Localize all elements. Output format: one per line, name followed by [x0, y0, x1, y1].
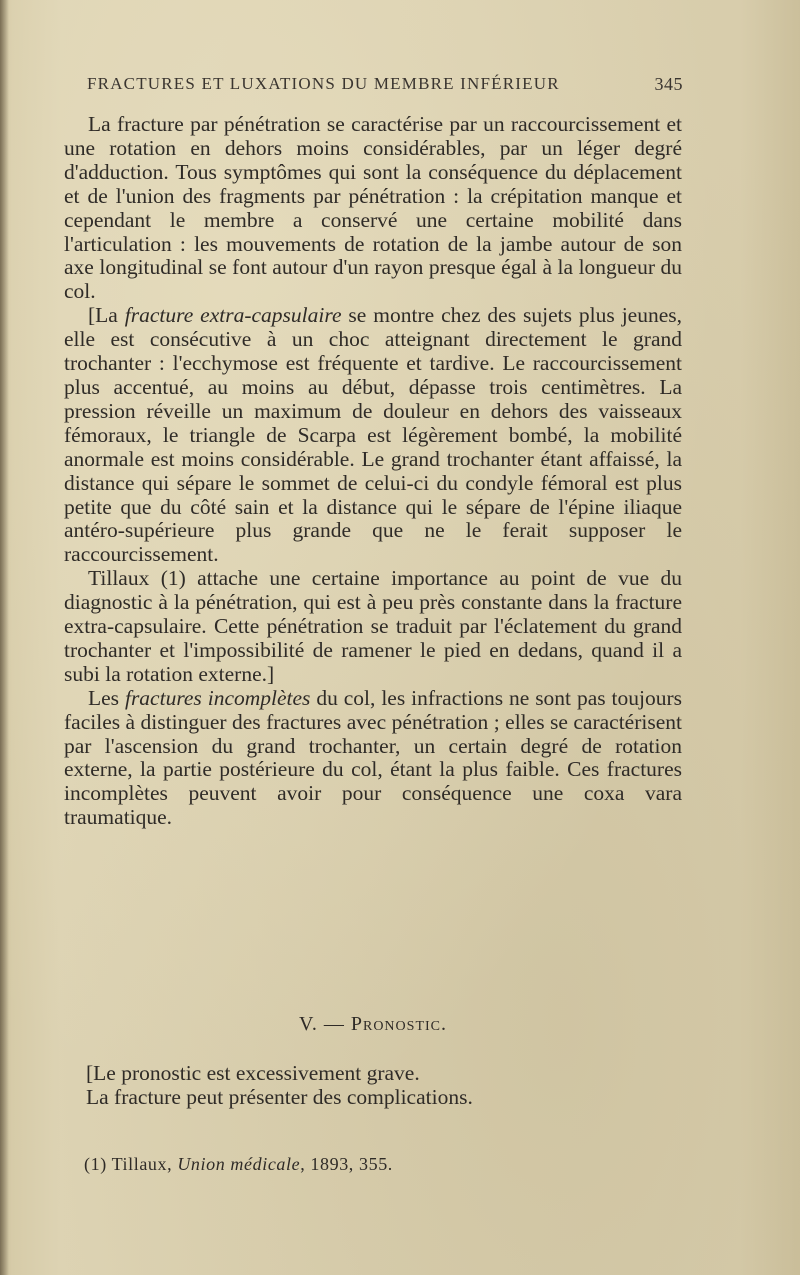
section-number: V. — — [298, 1013, 345, 1035]
emphasis-incomplete: fractures incomplètes — [124, 685, 311, 710]
running-title: FRACTURES ET LUXATIONS DU MEMBRE INFÉRIEUR — [87, 74, 560, 93]
paragraph-impacted-fracture: La fracture par pénétration se caractérise par un raccourcissement et une rotation en dehors moins considérables, par un léger degré d'adduction. Tous symptômes qui sont la conséquence du déplacement et de l'union des fragments par pénétration : la crépitation manque et cependant le membre a conservé une certaine mobilité dans l'articulation : les mouvements de rotation de la jambe autour de son axe longitudinal se font autour d'un rayon presque égal à la longueur du col. — [64, 112, 682, 304]
footnote-ref: (1) Tillaux, — [84, 1154, 178, 1174]
prognosis-line-2: La fracture peut présenter des complications. — [86, 1085, 473, 1109]
paragraph-body: se montre chez des sujets plus jeunes, elle est consécutive à un choc atteignant directement le grand trochanter : l'ecchymose est fréquente et tardive. Le raccourcissement plus accentué, au moins au début, dépasse trois centimètres. La pression réveille un maximum de douleur en dehors des vaisseaux fémoraux, le triangle de Scarpa est légèrement bombé, la mobilité anormale est moins considérable. Le grand trochanter étant affaissé, la distance qui sépare le sommet de celui-ci du condyle fémoral est plus petite que du côté sain et la distance qui le sépare de l'épine iliaque antéro-supérieure plus grande que ne le ferait supposer le raccourcissement. — [64, 303, 682, 567]
main-text — [64, 113, 682, 830]
binding-shadow — [0, 0, 9, 1275]
footnote-journal: Union médicale — [177, 1154, 301, 1174]
paragraph-incomplete-fractures — [64, 687, 682, 830]
paragraph-extracapsular-fracture — [64, 304, 682, 567]
paragraph-body: du col, les infractions ne sont pas toujours faciles à distinguer des fractures avec pénétration ; elles se caractérisent par l'ascension du grand trochanter, un certain degré de rotation externe, la partie postérieure du col, étant la plus faible. Ces fractures incomplètes peuvent avoir pour conséquence une coxa vara traumatique. — [64, 685, 683, 830]
prognosis-line-1: [Le pronostic est excessivement grave. — [86, 1061, 420, 1085]
footnote — [84, 1154, 684, 1175]
section-heading — [64, 1013, 682, 1036]
page-number: 345 — [654, 74, 683, 94]
footnote-citation: , 1893, 355. — [300, 1154, 393, 1174]
paragraph-lead: [La — [88, 303, 125, 328]
running-header — [87, 74, 687, 98]
paragraph-tillaux: Tillaux (1) attache une certaine importance au point de vue du diagnostic à la pénétration, qui est à peu près constante dans la fracture extra-capsulaire. Cette pénétration se traduit par l'éclatement du grand trochanter et l'impossibilité de ramener le pied en dedans, quand il a subi la rotation externe.] — [64, 566, 682, 686]
emphasis-extracapsular: fracture extra-capsulaire — [124, 303, 342, 328]
prognosis-text — [64, 1061, 682, 1109]
paragraph-lead: Les — [88, 685, 125, 710]
section-title: Pronostic. — [350, 1013, 447, 1035]
